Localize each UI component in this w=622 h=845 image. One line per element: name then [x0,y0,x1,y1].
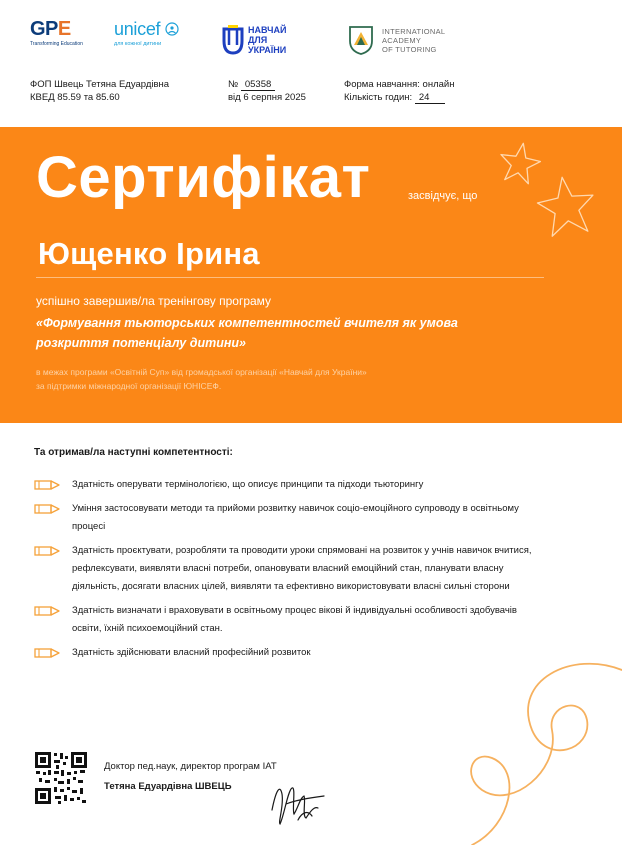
competency-text: Здатність проєктувати, розробляти та проводити уроки спрямовані на розвиток у учнів навичок вчитися, рефлексувати, виявляти власні потреби, опановувати власний емоційний стан, планувати власну діяльність, досягати власних цілей, виявляти та ефективно використовувати власні сильні сторони [72,545,532,592]
iat-logo [348,18,478,62]
iat-line-3: OF TUTORING [382,44,437,54]
kved-codes: КВЕД 85.59 та 85.60 [30,92,120,103]
name-underline [36,277,544,278]
navchai-logo [222,18,312,62]
competency-text: Здатність здійснювати власний професійний розвиток [72,647,311,658]
gpe-mark-a: GP [30,18,58,40]
gpe-subtitle: Transforming Education [30,41,83,47]
program-context-line-2: за підтримки міжнародної організації ЮНІСЕФ. [36,381,222,391]
issuer-name: ФОП Швець Тетяна Едуардівна [30,79,170,90]
iat-emblem-icon [348,25,374,55]
competencies-heading: Та отримав/ла наступні компетентності: [34,447,233,458]
competency-text: Здатність визначати і враховувати в освітньому процес вікові й індивідуальні особливості здобувачів освіти, їхній психоемоційний стан. [72,605,517,634]
issue-date: від 6 серпня 2025 [228,92,306,103]
navchai-line-3: УКРАЇНИ [248,45,287,55]
recipient-name: Ющенко Ірина [38,236,260,271]
navchai-line-1: НАВЧАЙ [248,25,287,35]
pencil-bullet-icon [34,545,60,557]
competency-text: Уміння застосовувати методи та прийоми розвитку навичок соціо-емоційного супроводу в освітньому процесі [72,503,519,532]
gpe-logo [30,18,90,62]
pencil-bullet-icon [34,503,60,515]
program-title-line-2: розкриття потенціалу дитини» [36,336,246,350]
partner-logos [30,18,592,62]
pencil-bullet-icon [34,647,60,659]
list-item [34,476,546,494]
iat-line-1: INTERNATIONAL [382,26,446,36]
list-item [34,602,546,638]
number-label: № [228,79,239,90]
completion-text: успішно завершив/ла тренінгову програму [36,294,272,308]
program-context [36,365,556,393]
navchai-line-2: ДЛЯ [248,35,268,45]
qr-code-icon[interactable] [34,751,88,805]
signer-role: Доктор пед.наук, директор програм IAT [104,761,277,772]
signature-icon [262,770,332,832]
pencil-bullet-icon [34,479,60,491]
navchai-emblem-icon [222,25,244,55]
iat-line-2: ACADEMY [382,35,422,45]
competency-text: Здатність оперувати термінологією, що описує принципи та підходи тьюторингу [72,479,424,490]
program-title-line-1: «Формування тьюторських компетентностей вчителя як умова [36,316,458,330]
list-item [34,500,546,536]
attests-text: засвідчує, що [408,190,478,202]
pencil-bullet-icon [34,605,60,617]
unicef-globe-icon [165,22,179,36]
certificate-number: 05358 [241,79,275,91]
study-form: Форма навчання: онлайн [344,79,455,90]
list-item [34,542,546,596]
hours-value: 24 [415,92,446,104]
certificate-banner [0,127,622,423]
star-icon [498,137,608,247]
certificate-title: Сертифікат [36,145,371,210]
signer-name: Тетяна Едуардівна ШВЕЦЬ [104,781,232,792]
decorative-swirl [452,640,622,845]
program-title [36,313,556,353]
program-context-line-1: в межах програми «Освітній Суп» від громадської організації «Навчай для України» [36,367,367,377]
gpe-mark-b: E [57,18,71,40]
unicef-wordmark: unicef [114,19,161,39]
unicef-logo [114,18,194,62]
hours-label: Кількість годин: [344,92,413,103]
unicef-tagline: для кожної дитини [114,41,162,47]
